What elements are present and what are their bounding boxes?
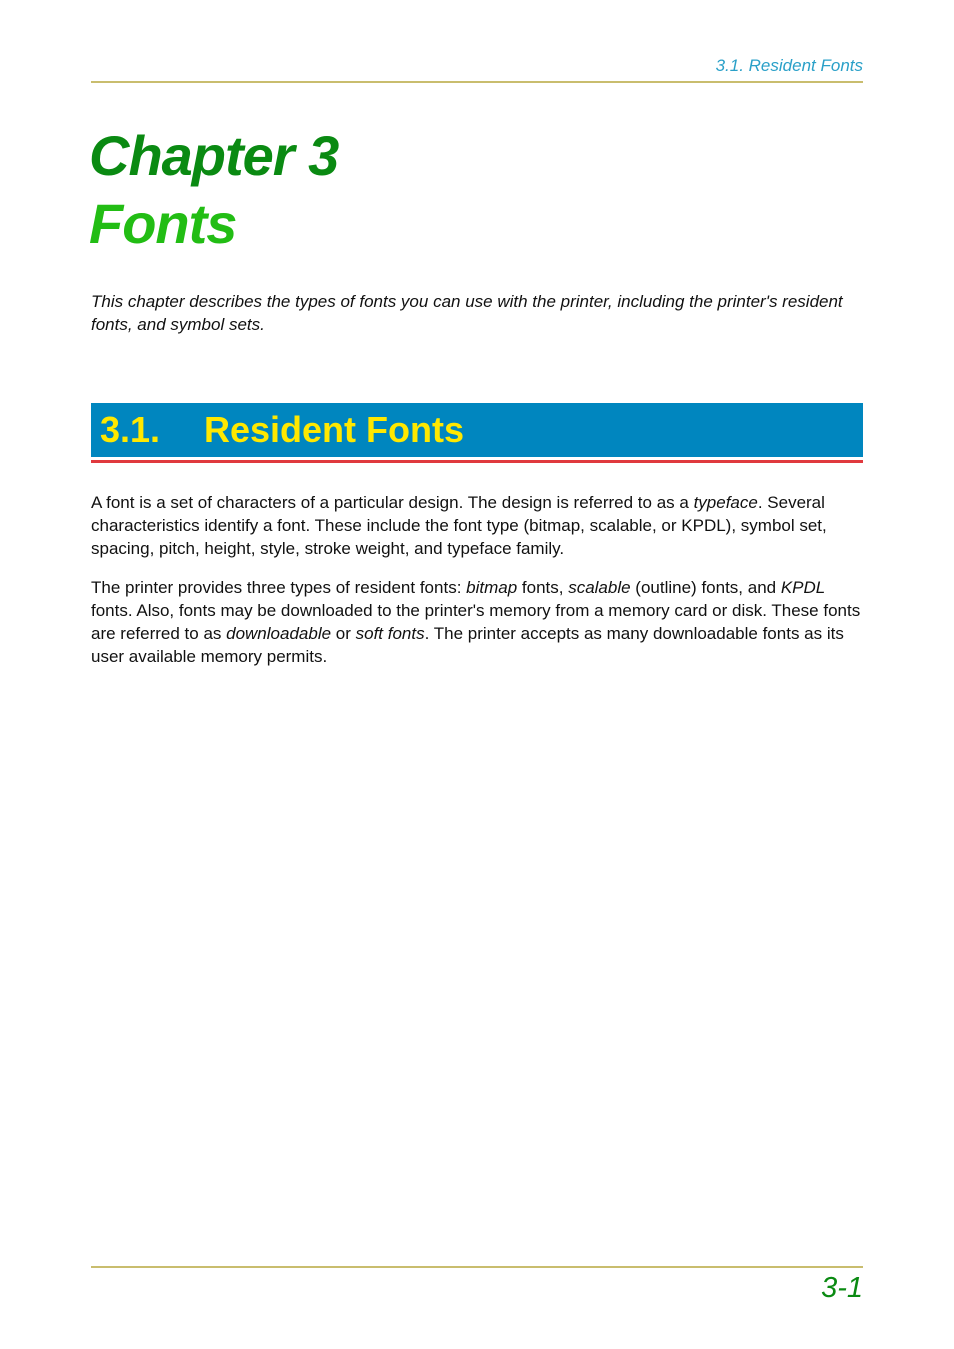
chapter-label: Chapter 3: [89, 124, 339, 187]
text-run: A font is a set of characters of a particular design. The design is referred to as a: [91, 493, 694, 512]
emphasis-soft-fonts: soft fonts: [355, 624, 425, 643]
page-number: 3-1: [821, 1272, 863, 1304]
paragraph-font-definition: [91, 491, 866, 560]
header-rule: [91, 81, 863, 83]
section-number: 3.1.: [100, 409, 161, 450]
emphasis-scalable: scalable: [568, 578, 631, 597]
text-run: . The printer accepts as many downloadable fonts as its user available memory permits.: [91, 624, 844, 666]
emphasis-bitmap: bitmap: [466, 578, 518, 597]
text-run: or: [331, 624, 356, 643]
text-run: (outline) fonts, and: [630, 578, 781, 597]
running-header: 3.1. Resident Fonts: [715, 56, 863, 75]
chapter-title: Fonts: [89, 192, 237, 255]
section-title: Resident Fonts: [204, 409, 465, 450]
footer-rule: [91, 1266, 863, 1268]
section-rule: [91, 460, 863, 463]
chapter-intro: This chapter describes the types of fonts you can use with the printer, including the printer's resident fonts, and symbol sets.: [91, 292, 843, 334]
emphasis-downloadable: downloadable: [226, 624, 332, 643]
emphasis-typeface: typeface: [693, 493, 758, 512]
text-run: . Several characteristics identify a font. These include the font type (bitmap, scalable, or KPDL), symbol set, spacing, pitch, height, style, stroke weight, and typeface family.: [91, 493, 827, 558]
emphasis-kpdl: KPDL: [780, 578, 826, 597]
paragraph-font-types: [91, 576, 866, 668]
text-run: fonts. Also, fonts may be downloaded to the printer's memory from a memory card or disk. These fonts are referred to as: [91, 601, 861, 643]
section-heading: [100, 403, 464, 457]
text-run: fonts,: [517, 578, 569, 597]
text-run: The printer provides three types of resident fonts:: [91, 578, 467, 597]
